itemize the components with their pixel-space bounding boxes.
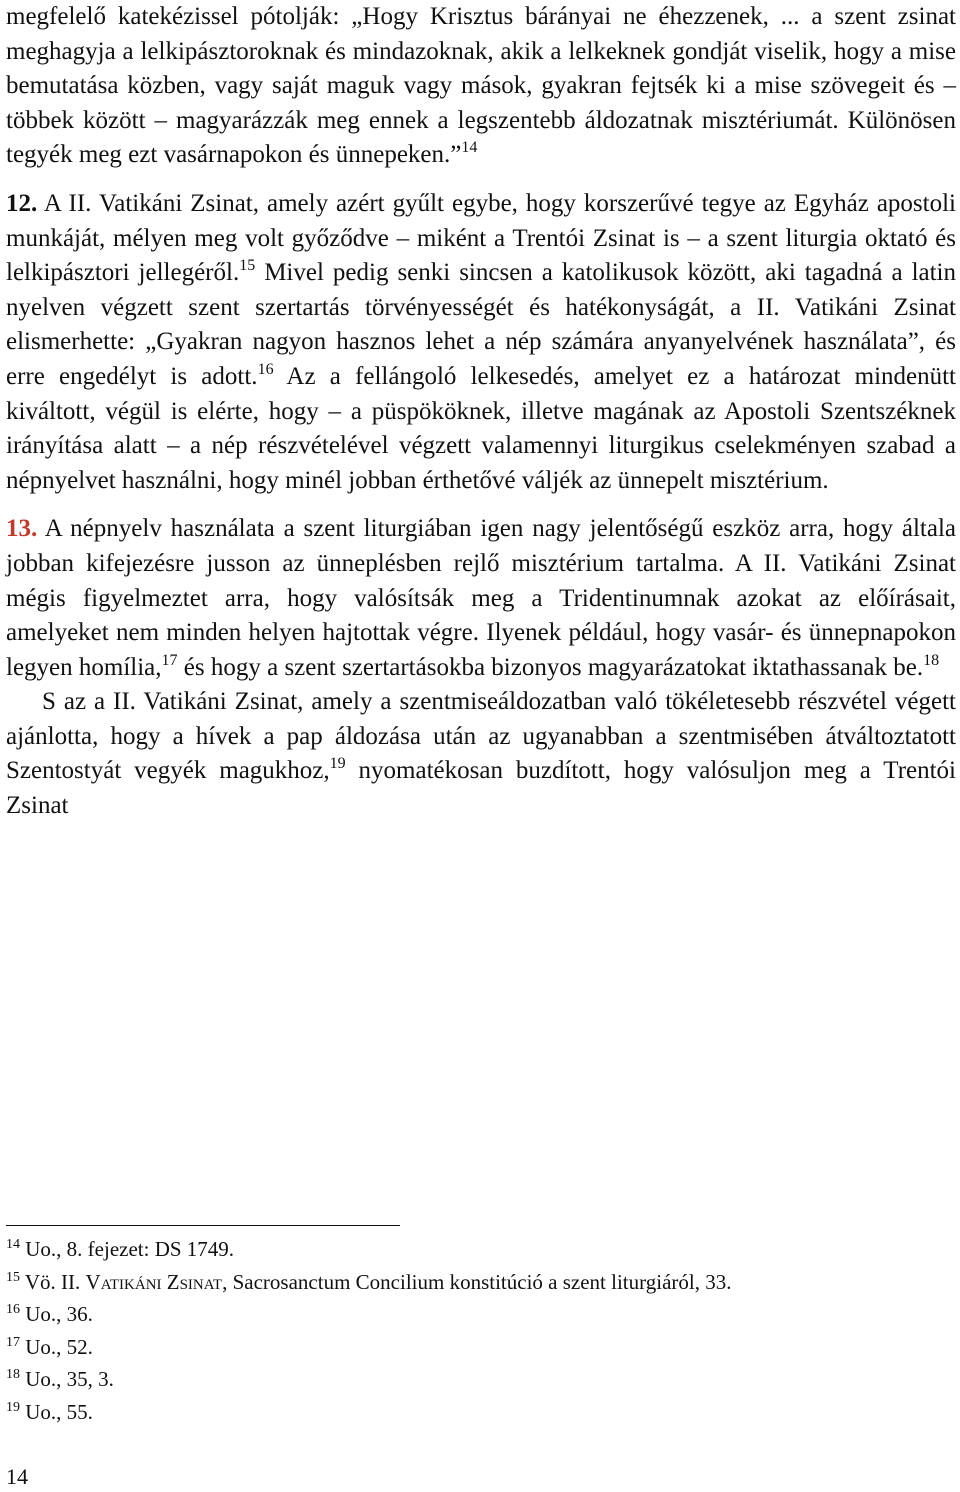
footnote-text: Uo., 55. — [20, 1399, 93, 1424]
section-13 — [6, 512, 956, 685]
section-number: 13. — [6, 515, 38, 543]
footnote-item — [6, 1363, 956, 1396]
paragraph-text: és hogy a szent szertartásokba bizonyos magyarázatokat iktathassanak be. — [177, 653, 924, 681]
footnote-item — [6, 1298, 956, 1331]
paragraph-indented — [6, 685, 956, 823]
footnote-item — [6, 1396, 956, 1429]
footnote-smallcaps-text: Vatikáni Zsinat — [85, 1269, 223, 1294]
paragraph-text: A II. Vatikáni Zsinat, amely azért gyűlt egybe, hogy korszerűvé tegye az Egyház apostoli munkáját, mélyen meg volt győződve – miként a Trentói Zsinat is – a szent liturgia oktató és lelkipásztori jellegéről. — [6, 189, 956, 287]
footnote-text: Uo., 8. fejezet: DS 1749. — [20, 1237, 235, 1261]
footnote-text: Uo., 36. — [20, 1302, 93, 1326]
paragraph-text: A népnyelv használata a szent liturgiában igen nagy jelentőségű eszköz arra, hogy általa jobban kifejezésre jusson az ünneplésben rejlő misztérium tartalma. A II. Vatikáni Zsinat mégis figyelmeztet arra, hogy valósítsák meg a Tridentinumnak azokat az előírásait, amelyeket nem minden helyen hajtottak végre. Ilyenek például, hogy vasár- és ünnepnapokon legyen homília, — [6, 515, 956, 681]
footnote-text: , Sacrosanctum Concilium konstitúció a szent liturgiáról, 33. — [222, 1269, 732, 1294]
footnote-ref[interactable]: 17 — [161, 651, 178, 669]
footnote-ref[interactable]: 18 — [923, 651, 940, 669]
paragraph-text: S az a II. Vatikáni Zsinat, amely a szentmiseáldozatban való tökéletesebb részvétel végett ajánlotta, hogy a hívek a pap áldozása után az ugyanabban a szentmisében átváltoztatott Szentostyát vegyék magukhoz, — [6, 688, 956, 785]
footnote-number: 14 — [6, 1237, 20, 1252]
footnote-item — [6, 1266, 956, 1299]
paragraph-text: Az a fellángoló lelkesedés, amelyet ez a határozat mindenütt kiváltott, végül is elérte, hogy – a püspököknek, illetve magának az Apostoli Szentszéknek irányítása alatt – a nép részvételével végzett valamennyi liturgikus cselekményen szabad a népnyelvet használni, hogy minél jobban érthetővé váljék az ünnepelt misztérium. — [6, 362, 957, 494]
paragraph-text: megfelelő katekézissel pótolják: „Hogy Krisztus bárányai ne éhezzenek, ... a szent zsinat meghagyja a lelkipásztoroknak és mindazoknak, akik a lelkeknek gondját viselik, hogy a mise bemutatása közben, vagy saját maguk vagy mások, gyakran fejtsék ki a mise szövegeit és – többek között – magyarázzák meg ennek a legszentebb áldozatnak misztériumát. Különösen tegyék meg ezt vasárnapokon és ünnepeken.” — [6, 3, 956, 169]
paragraph-text: Mivel pedig senki sincsen a katolikusok között, aki tagadná a latin nyelven végzett szent szertartás törvényességét és hatékonyságát, a II. Vatikáni Zsinat elismerhette: „Gyakran nagyon hasznos lehet a nép számára anyanyelvének használata”, és erre engedélyt is adott. — [6, 259, 957, 390]
footnote-text: Uo., 52. — [20, 1334, 93, 1359]
footnote-ref[interactable]: 14 — [461, 139, 478, 157]
footnote-number: 19 — [6, 1399, 20, 1415]
footnotes — [6, 1233, 956, 1428]
document-page — [6, 0, 956, 824]
footnote-ref[interactable]: 16 — [257, 360, 274, 378]
footnote-number: 17 — [6, 1334, 20, 1350]
footnote-ref[interactable]: 19 — [329, 755, 346, 773]
paragraph-text: nyomatékosan buzdított, hogy valósuljon meg a Trentói Zsinat — [6, 757, 957, 820]
page-number: 14 — [6, 1464, 28, 1489]
section-number: 12. — [6, 189, 38, 217]
footnote-text: Vö. II. — [20, 1269, 86, 1294]
footnote-text: Uo., 35, 3. — [20, 1367, 114, 1391]
footnote-number: 15 — [6, 1269, 20, 1285]
footnote-item — [6, 1331, 956, 1364]
footnote-item — [6, 1233, 956, 1266]
footnote-number: 18 — [6, 1367, 20, 1382]
footnote-ref[interactable]: 15 — [239, 257, 256, 275]
paragraph-continuation — [6, 0, 956, 173]
footnote-divider — [6, 1225, 400, 1226]
section-12 — [6, 187, 956, 498]
footnote-number: 16 — [6, 1302, 20, 1317]
